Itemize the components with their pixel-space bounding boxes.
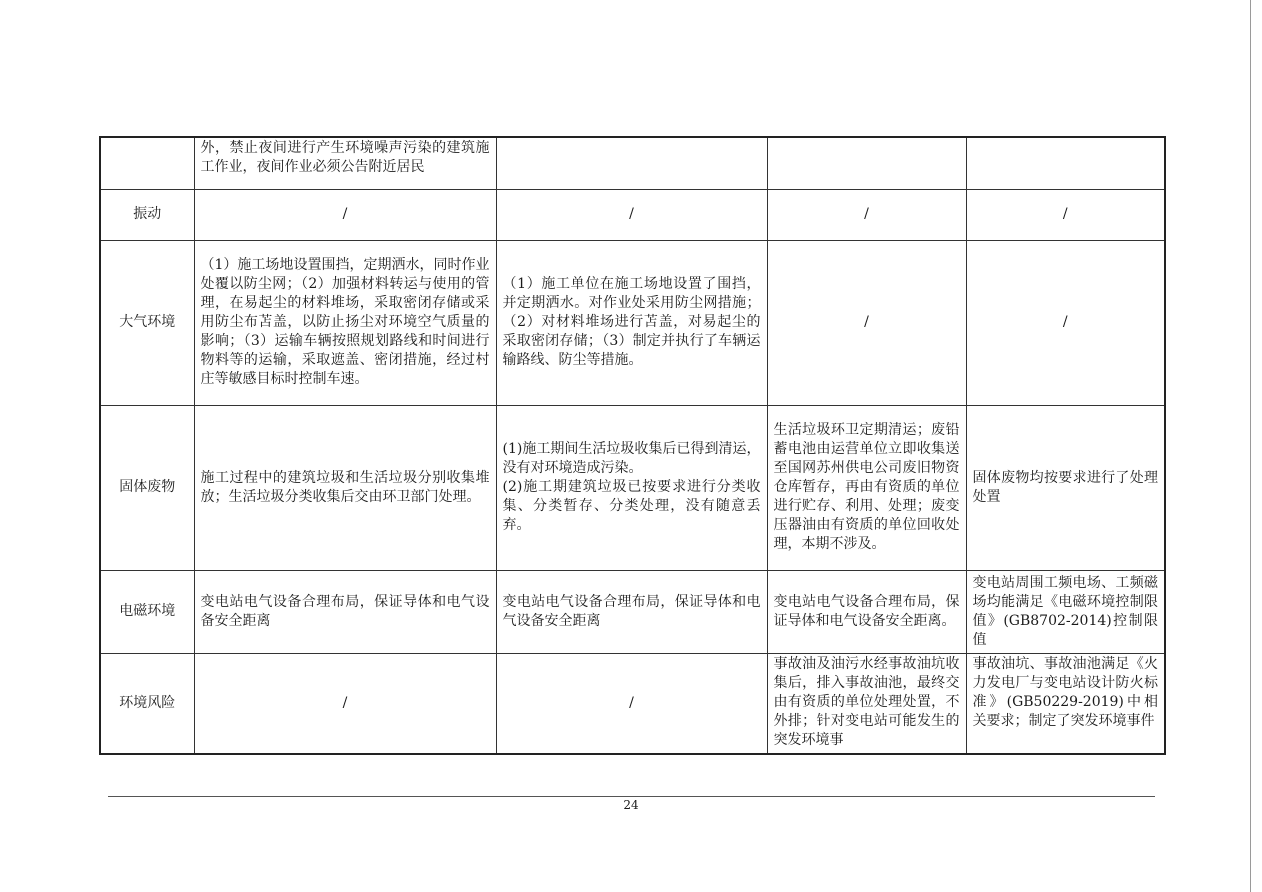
operation-cell <box>767 137 966 189</box>
table-row <box>100 653 1165 754</box>
measure-cell: / <box>194 189 496 240</box>
table-row <box>100 189 1165 240</box>
category-cell: 环境风险 <box>100 653 194 754</box>
measure-cell: 变电站电气设备合理布局，保证导体和电气设备安全距离 <box>194 570 496 653</box>
category-cell <box>100 137 194 189</box>
table-row <box>100 240 1165 405</box>
result-cell: 事故油坑、事故油池满足《火力发电厂与变电站设计防火标准》(GB50229-2019)中相关要求；制定了突发环境事件 <box>966 653 1165 754</box>
result-cell: / <box>966 189 1165 240</box>
result-cell <box>966 137 1165 189</box>
environmental-measures-table <box>99 136 1166 755</box>
measure-cell: 外，禁止夜间进行产生环境噪声污染的建筑施工作业，夜间作业必须公告附近居民 <box>194 137 496 189</box>
operation-cell: 变电站电气设备合理布局，保证导体和电气设备安全距离。 <box>767 570 966 653</box>
operation-cell: 生活垃圾环卫定期清运；废铅蓄电池由运营单位立即收集送至国网苏州供电公司废旧物资仓库暂存，再由有资质的单位进行贮存、利用、处理；废变压器油由有资质的单位回收处理，本期不涉及。 <box>767 405 966 570</box>
page-number: 24 <box>623 798 639 812</box>
implementation-item-1: (1)施工期间生活垃圾收集后已得到清运，没有对环境造成污染。 <box>502 441 761 476</box>
page-right-border <box>1250 0 1251 892</box>
implementation-cell: 变电站电气设备合理布局，保证导体和电气设备安全距离 <box>496 570 767 653</box>
operation-cell: / <box>767 240 966 405</box>
result-cell: 变电站周围工频电场、工频磁场均能满足《电磁环境控制限值》(GB8702-2014)控制限值 <box>966 570 1165 653</box>
table-row <box>100 137 1165 189</box>
table-row <box>100 405 1165 570</box>
category-cell: 电磁环境 <box>100 570 194 653</box>
category-cell: 振动 <box>100 189 194 240</box>
measure-cell: （1）施工场地设置围挡，定期洒水，同时作业处覆以防尘网；（2）加强材料转运与使用的管理，在易起尘的材料堆场，采取密闭存储或采用防尘布苫盖，以防止扬尘对环境空气质量的影响；（3）运输车辆按照规划路线和时间进行物料等的运输，采取遮盖、密闭措施，经过村庄等敏感目标时控制车速。 <box>194 240 496 405</box>
measure-cell: 施工过程中的建筑垃圾和生活垃圾分别收集堆放；生活垃圾分类收集后交由环卫部门处理。 <box>194 405 496 570</box>
implementation-cell: / <box>496 653 767 754</box>
operation-cell: / <box>767 189 966 240</box>
implementation-cell <box>496 137 767 189</box>
measure-cell: / <box>194 653 496 754</box>
operation-cell: 事故油及油污水经事故油坑收集后，排入事故油池，最终交由有资质的单位处理处置，不外排；针对变电站可能发生的突发环境事 <box>767 653 966 754</box>
implementation-item-2: (2)施工期建筑垃圾已按要求进行分类收集、分类暂存、分类处理，没有随意丢弃。 <box>502 479 761 533</box>
category-cell: 大气环境 <box>100 240 194 405</box>
category-cell: 固体废物 <box>100 405 194 570</box>
result-cell: / <box>966 240 1165 405</box>
implementation-cell: （1）施工单位在施工场地设置了围挡，并定期洒水。对作业处采用防尘网措施；（2）对材料堆场进行苫盖，对易起尘的采取密闭存储；（3）制定并执行了车辆运输路线、防尘等措施。 <box>496 240 767 405</box>
implementation-cell: / <box>496 189 767 240</box>
table-row <box>100 570 1165 653</box>
implementation-cell <box>496 405 767 570</box>
result-cell: 固体废物均按要求进行了处理处置 <box>966 405 1165 570</box>
